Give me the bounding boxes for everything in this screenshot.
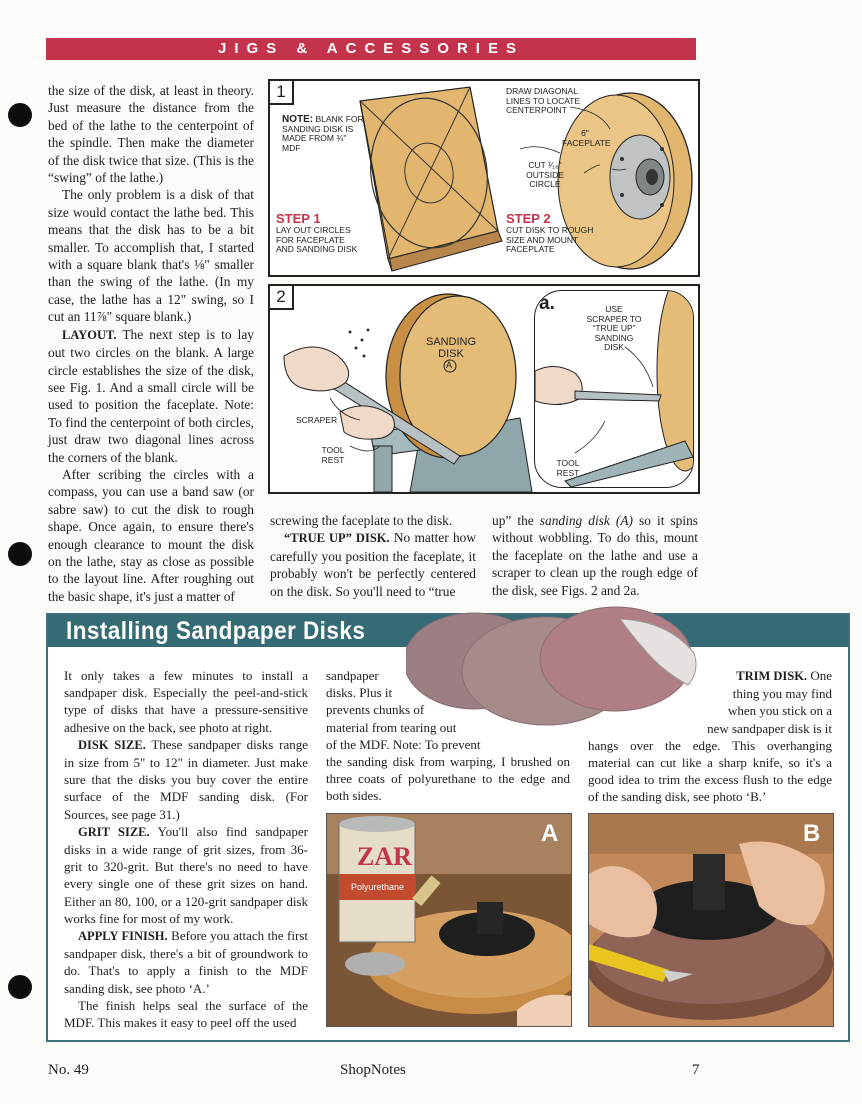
sidebar-column-2	[326, 667, 570, 805]
tool-rest-label: TOOL REST	[321, 445, 345, 465]
sidebar-column-1	[64, 667, 308, 1031]
run-in-head: DISK SIZE.	[78, 737, 146, 752]
note-label	[282, 115, 366, 153]
run-in-head: LAYOUT.	[62, 327, 117, 342]
figure-number: 1	[270, 81, 294, 105]
step-2-title: STEP 2	[506, 211, 551, 226]
cut-label: CUT ¹⁄₁₆" OUTSIDE CIRCLE	[526, 160, 564, 189]
emphasis: sanding disk (A)	[539, 513, 633, 528]
middle-column	[270, 512, 476, 600]
paragraph: The only problem is a disk of that size would contact the lathe bed. This means that the disk has to be a bit smaller. To accomplish that, I started with a square blank that's ⅛" smaller than the swing of the lathe. (In my case, the lathe has a 12" swing, so I cut an 11⅞" square blank.)	[48, 187, 254, 325]
note-lead: NOTE:	[282, 114, 314, 125]
step-1-label: LAY OUT CIRCLES FOR FACEPLATE AND SANDING DISK	[276, 225, 358, 254]
right-column	[492, 512, 698, 599]
paragraph: hangs over the edge. This overhanging material can cut like a sharp knife, so it's a good idea to trim the excess flush to the edge of the sanding disk, see photo ‘B.’	[588, 737, 832, 805]
paragraph-text: so it spins without wobbling. To do this, mount the faceplate on the lathe and use a scraper to clean up the rough edge of the disk, see Figs. 2 and 2a.	[492, 513, 698, 598]
sanding-disk-label: SANDING DISK	[425, 336, 477, 360]
paragraph-text: These sandpaper disks range in size from 5" to 12" in diameter. Just make sure that the disks you buy cover the entire surface of the MDF sanding disk. (For Sources, see page 31.)	[64, 736, 308, 822]
binder-hole	[8, 103, 32, 127]
can-label: ZAR	[357, 842, 412, 871]
sidebar-title: Installing Sandpaper Disks	[66, 617, 366, 645]
figure-2	[268, 284, 700, 494]
text-line: disks. Plus it	[326, 685, 393, 701]
note-text: BLANK FOR SANDING DISK IS MADE FROM ¾" MDF	[282, 114, 364, 153]
text-run: One	[807, 668, 832, 683]
text-line: when you stick on a	[728, 703, 832, 719]
sidebar-column-3	[588, 667, 832, 806]
text-line: of the MDF. Note: To prevent	[326, 736, 481, 752]
text-line: prevents chunks of	[326, 702, 425, 718]
paragraph: It only takes a few minutes to install a sandpaper disk. Especially the peel-and-stick type of disks that have a pressure-sensitive adhesive on the back, see photo at right.	[64, 668, 308, 735]
footer-issue: No. 49	[48, 1062, 89, 1078]
use-scraper-label: USE SCRAPER TO “TRUE UP” SANDING DISK	[586, 304, 642, 352]
section-header: JIGS & ACCESSORIES	[46, 38, 696, 60]
figure-2a	[534, 290, 694, 488]
paragraph	[64, 927, 308, 997]
paragraph	[48, 326, 254, 466]
can-sublabel: Polyurethane	[351, 882, 405, 892]
paragraph: The finish helps seal the surface of the MDF. This makes it easy to peel off the used	[64, 997, 308, 1031]
photo-a	[326, 813, 572, 1027]
footer-magazine: ShopNotes	[340, 1062, 406, 1078]
binder-hole	[8, 542, 32, 566]
text-line: new sandpaper disk is it	[707, 720, 832, 736]
paragraph: screwing the faceplate to the disk.	[270, 513, 453, 528]
paragraph	[64, 823, 308, 927]
photo-b-letter: B	[803, 820, 821, 847]
photo-b	[588, 813, 834, 1027]
step-2-label: CUT DISK TO ROUGH SIZE AND MOUNT FACEPLATE	[506, 225, 594, 254]
paragraph: After scribing the circles with a compass, you can use a band saw (or sabre saw) to cut the disk to rough shape. Once again, to ensure there's enough clearance to mount the disk on the lathe, stay as close as possible to the layout line. After roughing out the basic shape, it's just a matter of	[48, 466, 254, 604]
text-line: thing you may find	[732, 686, 832, 702]
paragraph	[270, 529, 476, 600]
run-in-head: TRIM DISK.	[736, 669, 808, 683]
diagonal-label: DRAW DIAGONAL LINES TO LOCATE CENTERPOINT	[506, 86, 581, 115]
sidebar-box	[46, 613, 850, 1042]
paragraph: the sanding disk from warping, I brushed on three coats of polyurethane to the edge and both sides.	[326, 754, 570, 804]
text-line	[588, 667, 832, 685]
disk-marker: A	[446, 360, 453, 370]
run-in-head: “TRUE UP” DISK.	[284, 531, 390, 546]
paragraph: the size of the disk, at least in theory. Just measure the distance from the bed of the lathe to the centerpoint of the spindle. Then make the diameter of the disk twice that size. (This is the “swing” of the lathe.)	[48, 83, 254, 186]
paragraph	[64, 736, 308, 823]
binder-hole	[8, 975, 32, 999]
paragraph-text: Before you attach the first sandpaper disk, there's a bit of groundwork to do. That's to apply a finish to the MDF sanding disk, see photo ‘A.’	[64, 928, 308, 996]
figure-1	[268, 79, 700, 277]
tool-rest-label: TOOL REST	[556, 458, 580, 478]
paragraph	[492, 512, 698, 599]
run-in-head: APPLY FINISH.	[78, 929, 168, 944]
faceplate-label: 6" FACEPLATE	[562, 128, 611, 148]
run-in-head: GRIT SIZE.	[78, 824, 150, 839]
text-line: sandpaper	[326, 668, 379, 683]
figure-2a-letter: a.	[539, 293, 555, 314]
step-1-title: STEP 1	[276, 211, 321, 226]
footer-page-number: 7	[692, 1062, 700, 1078]
paragraph-text: The next step is to lay out two circles on the blank. A large circle establishes the size of the disk, see Fig. 1. And a small circle will be used to position the faceplate. Note: To find the centerpoint of both circles, just draw two diagonal lines across the corners of the blank.	[48, 326, 254, 465]
paragraph-text: You'll also find sandpaper disks in a wide range of grit sizes, from 36-grit to 320-grit. But there's no need to have every single one of these grit sizes on hand. Either an 80, 100, or a 120-grit sandpaper disk works fine for most of my work.	[64, 823, 308, 926]
paragraph-text: up” the	[492, 513, 540, 528]
paragraph-text: No matter how carefully you position the faceplate, it probably won't be perfectly centered on the disk. So you'll need to “true	[270, 530, 477, 599]
photo-b-image	[589, 814, 833, 1026]
text-line: material from tearing out	[326, 719, 457, 735]
scraper-label: SCRAPER	[296, 415, 338, 425]
photo-a-letter: A	[541, 820, 559, 847]
figure-number: 2	[270, 286, 294, 310]
left-column	[48, 82, 254, 605]
